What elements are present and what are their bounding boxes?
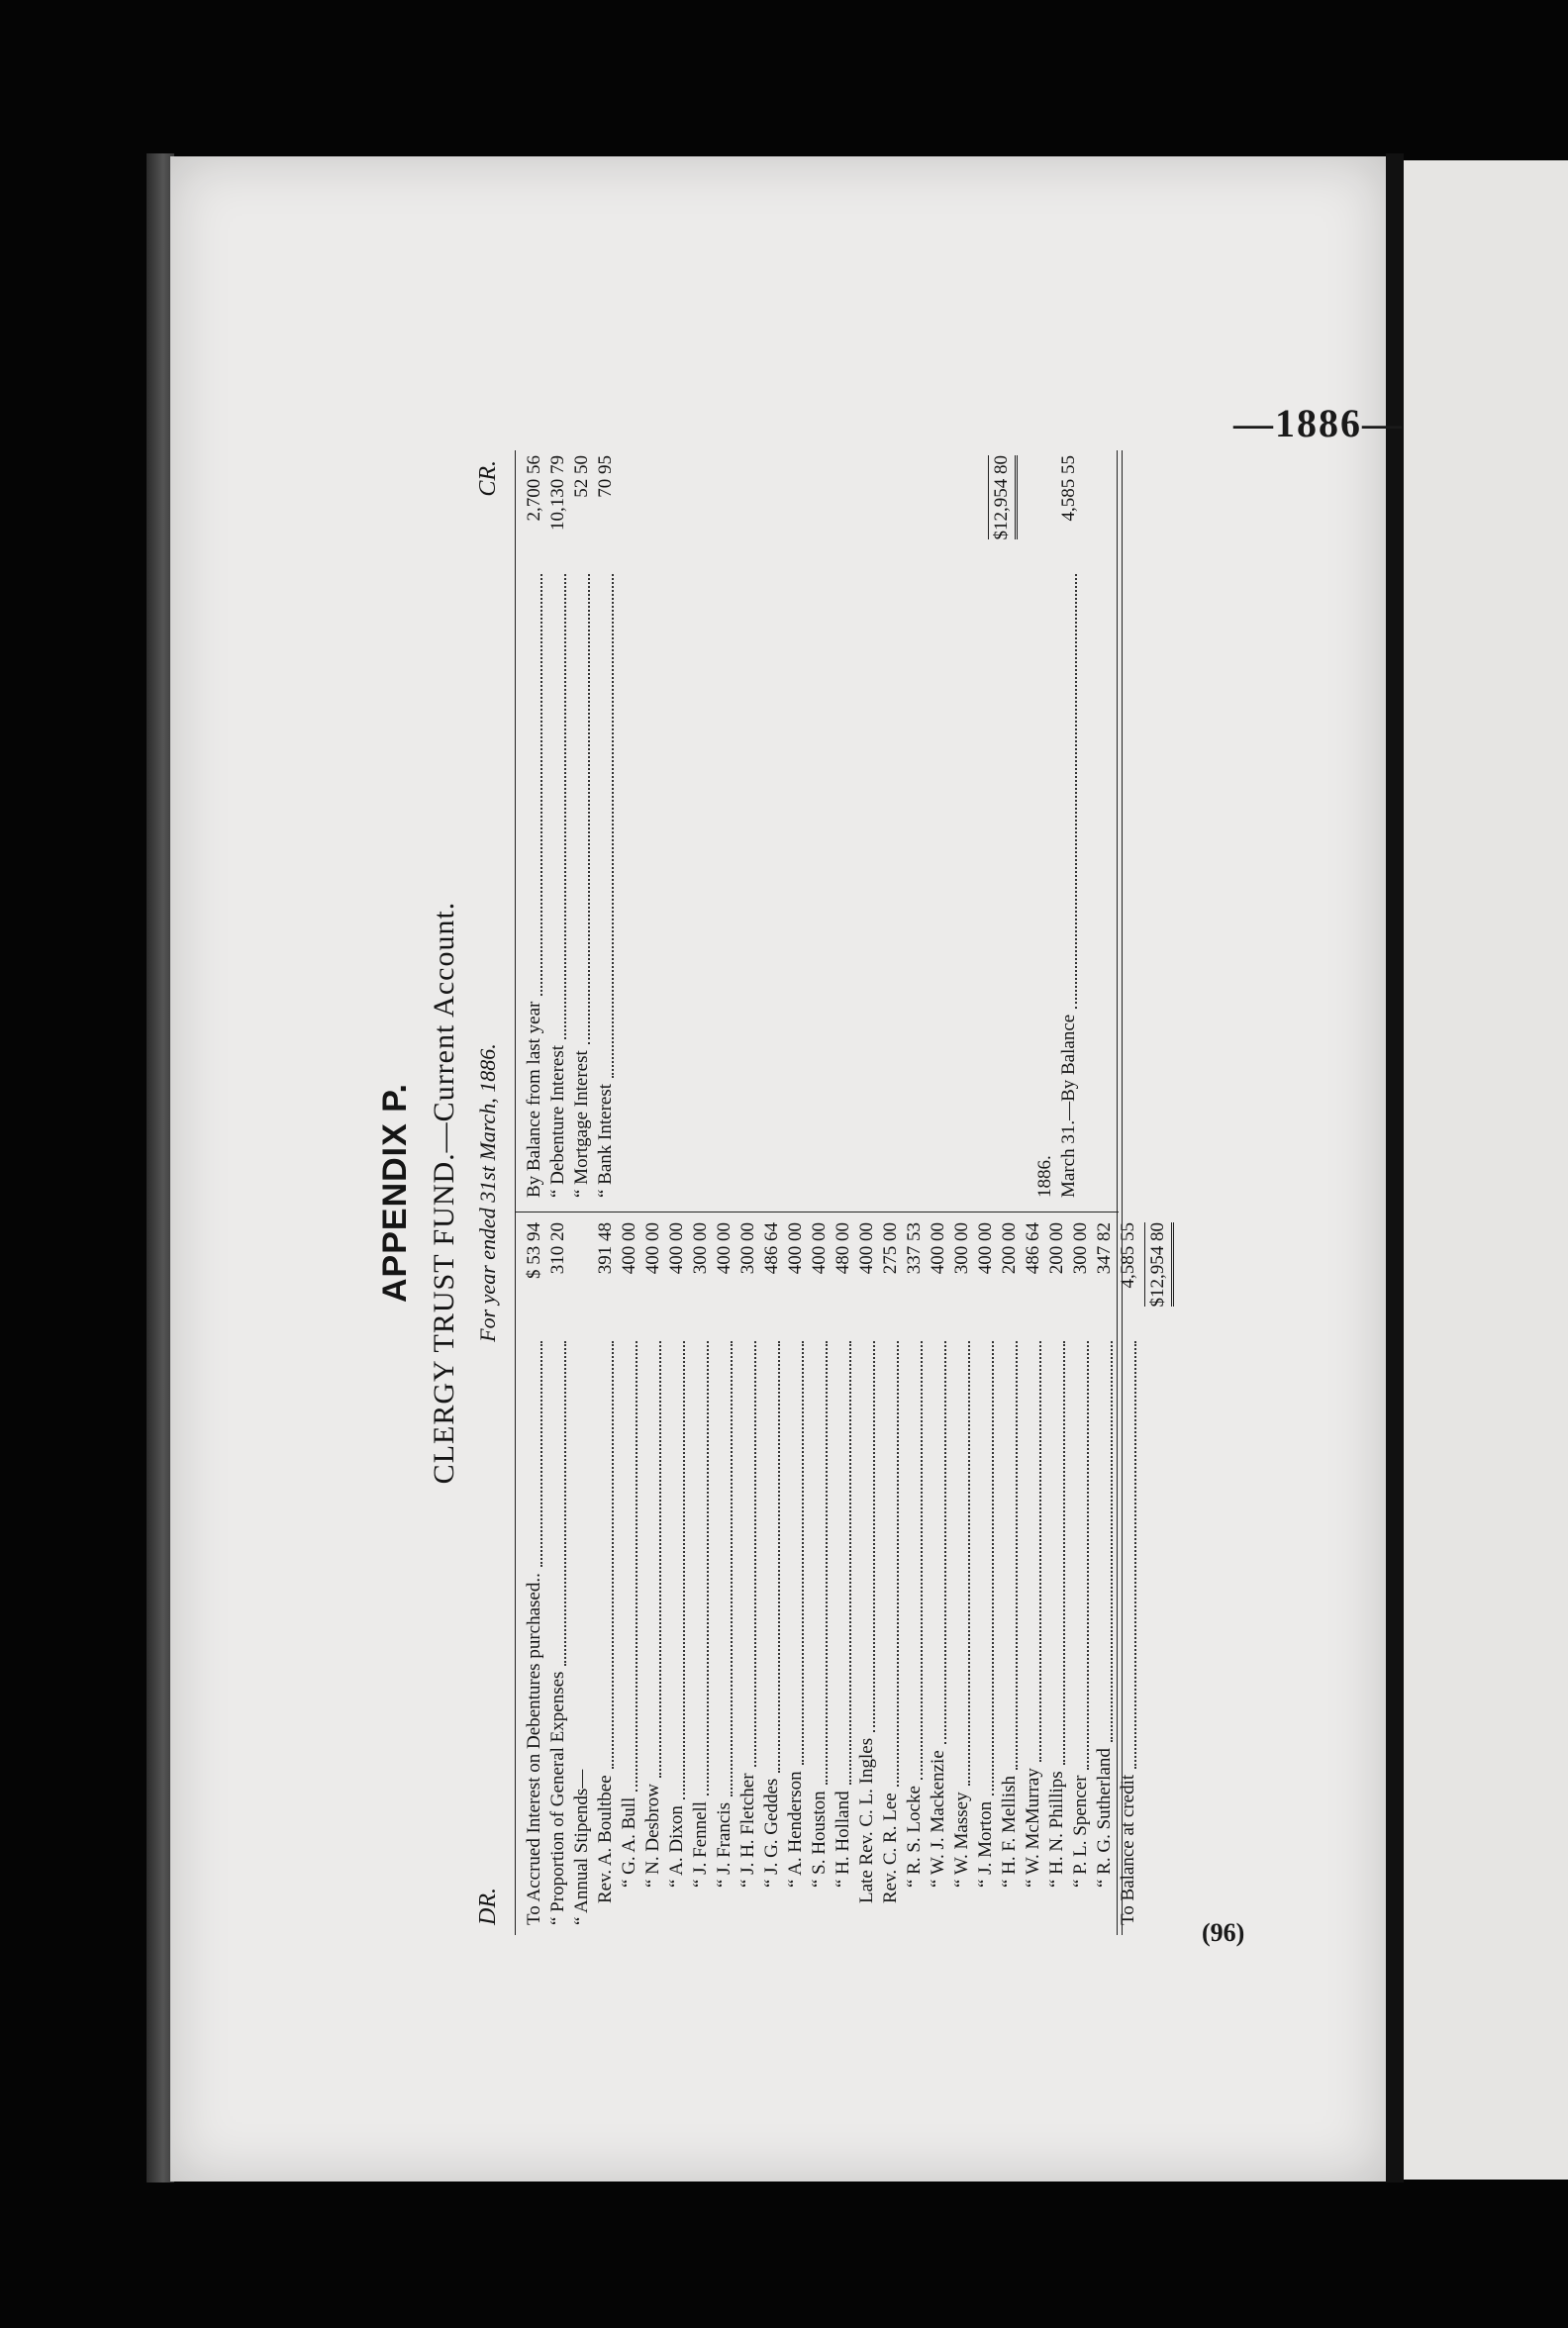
debit-row-amount: 300 00 <box>737 1222 758 1275</box>
debit-row <box>903 1222 927 1925</box>
credit-row-label: “ Mortgage Interest <box>571 1050 592 1198</box>
leader-dots <box>824 1341 828 1785</box>
leader-dots <box>610 1341 614 1769</box>
leader-dots <box>610 574 614 1078</box>
fund-title: CLERGY TRUST FUND.—Current Account. <box>428 901 460 1485</box>
debit-row-amount: 347 82 <box>1094 1222 1115 1275</box>
credit-row <box>546 455 570 1198</box>
debit-row-amount: 391 48 <box>595 1222 616 1275</box>
debit-row-label: “ A. Dixon <box>666 1805 687 1888</box>
debit-row <box>641 1222 665 1925</box>
statement-subtitle: For year ended 31st March, 1886. <box>475 1043 500 1342</box>
debit-row-label: To Balance at credit <box>1118 1774 1138 1925</box>
debit-row-label: “ R. S. Locke <box>904 1786 925 1888</box>
debit-row <box>546 1222 570 1925</box>
debit-row <box>594 1222 618 1925</box>
leader-dots <box>966 1341 970 1786</box>
leader-dots <box>705 1341 709 1795</box>
leader-dots <box>1037 1341 1041 1762</box>
debit-row <box>713 1222 736 1925</box>
leader-dots <box>776 1341 780 1773</box>
debit-row-amount: $ 53 94 <box>524 1222 544 1279</box>
account-statement <box>376 421 1168 1965</box>
credit-row <box>594 455 618 1198</box>
debit-row-label: To Accrued Interest on Debentures purchased.. <box>524 1573 544 1925</box>
credit-column <box>523 455 1079 1198</box>
page-number: (96) <box>1202 1918 1245 1947</box>
debit-row-amount: 200 00 <box>1046 1222 1067 1275</box>
debit-row-label: “ R. G. Sutherland <box>1094 1748 1115 1888</box>
debit-row-label: “ J. Fennell <box>690 1800 711 1888</box>
leader-dots <box>919 1341 923 1780</box>
credit-row-label: “ Debenture Interest <box>547 1044 568 1198</box>
debit-row <box>832 1222 855 1925</box>
debit-row <box>1022 1222 1045 1925</box>
debit-row-label: “ H. F. Mellish <box>999 1775 1020 1888</box>
debit-row-amount: 400 00 <box>785 1222 806 1275</box>
debit-row <box>1045 1222 1069 1925</box>
debit-row-amount: 400 00 <box>619 1222 639 1275</box>
debit-row-label: “ G. A. Bull <box>619 1796 639 1888</box>
debit-row-amount: 400 00 <box>666 1222 687 1275</box>
credit-row-label: By Balance from last year <box>524 1001 544 1198</box>
debit-row <box>879 1222 903 1925</box>
debit-row-label: “ Proportion of General Expenses <box>547 1671 568 1925</box>
leader-dots <box>990 1341 994 1795</box>
debit-row <box>927 1222 950 1925</box>
credit-final-label: March 31.—By Balance <box>1058 1014 1079 1198</box>
leader-dots <box>562 1341 566 1666</box>
leader-dots <box>634 1341 637 1792</box>
debit-row-label: “ J. H. Fletcher <box>737 1773 758 1888</box>
debit-row <box>950 1222 974 1925</box>
debit-row-label: “ H. N. Phillips <box>1046 1771 1067 1888</box>
debit-row-label: “ S. Houston <box>809 1791 830 1888</box>
credit-date-year: 1886. <box>1034 1155 1055 1198</box>
leader-dots <box>539 1341 542 1567</box>
debit-row-label: “ H. Holland <box>833 1791 853 1888</box>
debit-row <box>1093 1222 1117 1925</box>
debit-row-amount: 486 64 <box>761 1222 782 1275</box>
debit-row <box>736 1222 760 1925</box>
leader-dots <box>942 1341 946 1744</box>
top-rule <box>515 450 516 1935</box>
debit-row-amount: 275 00 <box>880 1222 901 1275</box>
debit-row-amount: 400 00 <box>809 1222 830 1275</box>
debit-row-label: Rev. C. R. Lee <box>880 1793 901 1903</box>
debit-total-row <box>1140 1222 1174 1925</box>
appendix-title: APPENDIX P. <box>376 1083 414 1304</box>
leader-dots <box>539 574 542 996</box>
adjacent-page <box>1404 160 1568 2180</box>
debit-row-amount: 300 00 <box>690 1222 711 1275</box>
credit-row-amount: 70 95 <box>595 455 616 498</box>
debit-row-label: Late Rev. C. L. Ingles <box>856 1737 877 1903</box>
debit-row <box>570 1222 594 1925</box>
debit-row-amount: 480 00 <box>833 1222 853 1275</box>
page-gutter <box>1386 153 1404 2182</box>
leader-dots <box>1085 1341 1089 1770</box>
debit-row-amount: 310 20 <box>547 1222 568 1275</box>
year-header: —1886— <box>1233 401 1404 445</box>
debit-row-amount: 400 00 <box>975 1222 996 1275</box>
debit-row <box>760 1222 784 1925</box>
debit-row-label: “ A. Henderson <box>785 1771 806 1888</box>
debit-row-label: “ P. L. Spencer <box>1070 1775 1091 1888</box>
debit-row-label: “ Annual Stipends— <box>571 1769 592 1925</box>
leader-dots <box>729 1341 733 1796</box>
debit-row <box>689 1222 713 1925</box>
debit-row <box>974 1222 998 1925</box>
debit-row-amount: 337 53 <box>904 1222 925 1275</box>
leader-dots <box>562 574 566 1039</box>
debit-row-amount: 4,585 55 <box>1118 1222 1138 1289</box>
debit-row-label: “ J. G. Geddes <box>761 1778 782 1888</box>
debit-row <box>665 1222 689 1925</box>
debit-row <box>998 1222 1022 1925</box>
debit-total: $12,954 80 <box>1144 1222 1174 1308</box>
leader-dots <box>586 574 590 1044</box>
credit-row-amount: 10,130 79 <box>547 455 568 531</box>
debit-row <box>784 1222 808 1925</box>
debit-row-label: “ J. Morton <box>975 1800 996 1888</box>
debit-row-label: “ W. Massey <box>951 1792 972 1888</box>
credit-total: $12,954 80 <box>988 455 1018 540</box>
leader-dots <box>1132 1341 1136 1769</box>
debit-row-amount: 486 64 <box>1023 1222 1043 1275</box>
leader-dots <box>1073 574 1077 1009</box>
debit-row-amount: 200 00 <box>999 1222 1020 1275</box>
leader-dots <box>871 1341 875 1732</box>
credit-row-amount: 52 50 <box>571 455 592 498</box>
debit-row-label: “ N. Desbrow <box>642 1783 663 1888</box>
debit-row-amount: 300 00 <box>951 1222 972 1275</box>
leader-dots <box>1061 1341 1065 1765</box>
credit-row <box>570 455 594 1198</box>
credit-label: CR. <box>475 460 501 497</box>
leader-dots <box>1109 1341 1113 1742</box>
debit-row-label: Rev. A. Boultbee <box>595 1775 616 1903</box>
debit-row-amount: 400 00 <box>642 1222 663 1275</box>
bottom-rule <box>1117 450 1123 1935</box>
credit-final-row <box>1057 455 1081 1198</box>
debit-row <box>808 1222 832 1925</box>
debit-row <box>523 1222 546 1925</box>
leader-dots <box>657 1341 661 1778</box>
debit-row <box>855 1222 879 1925</box>
leader-dots <box>847 1341 851 1785</box>
debit-row-amount: 400 00 <box>928 1222 948 1275</box>
credit-row-label: “ Bank Interest <box>595 1083 616 1198</box>
debit-row <box>618 1222 641 1925</box>
debit-row-label: “ W. J. Mackenzie <box>928 1750 948 1888</box>
debit-row <box>1069 1222 1093 1925</box>
leader-dots <box>752 1341 756 1767</box>
leader-dots <box>895 1341 899 1787</box>
debit-label: DR. <box>475 1888 501 1925</box>
credit-row <box>523 455 546 1198</box>
credit-row-amount: 2,700 56 <box>524 455 544 522</box>
debit-row-label: “ W. McMurray <box>1023 1768 1043 1888</box>
debit-row-amount: 300 00 <box>1070 1222 1091 1275</box>
leader-dots <box>681 1341 685 1799</box>
leader-dots <box>1014 1341 1018 1770</box>
debit-column <box>523 1222 1174 1925</box>
credit-final-amount: 4,585 55 <box>1058 455 1079 522</box>
leader-dots <box>800 1341 804 1765</box>
debit-row-amount: 400 00 <box>856 1222 877 1275</box>
debit-row-amount: 400 00 <box>714 1222 735 1275</box>
debit-row-label: “ J. Francis <box>714 1801 735 1888</box>
